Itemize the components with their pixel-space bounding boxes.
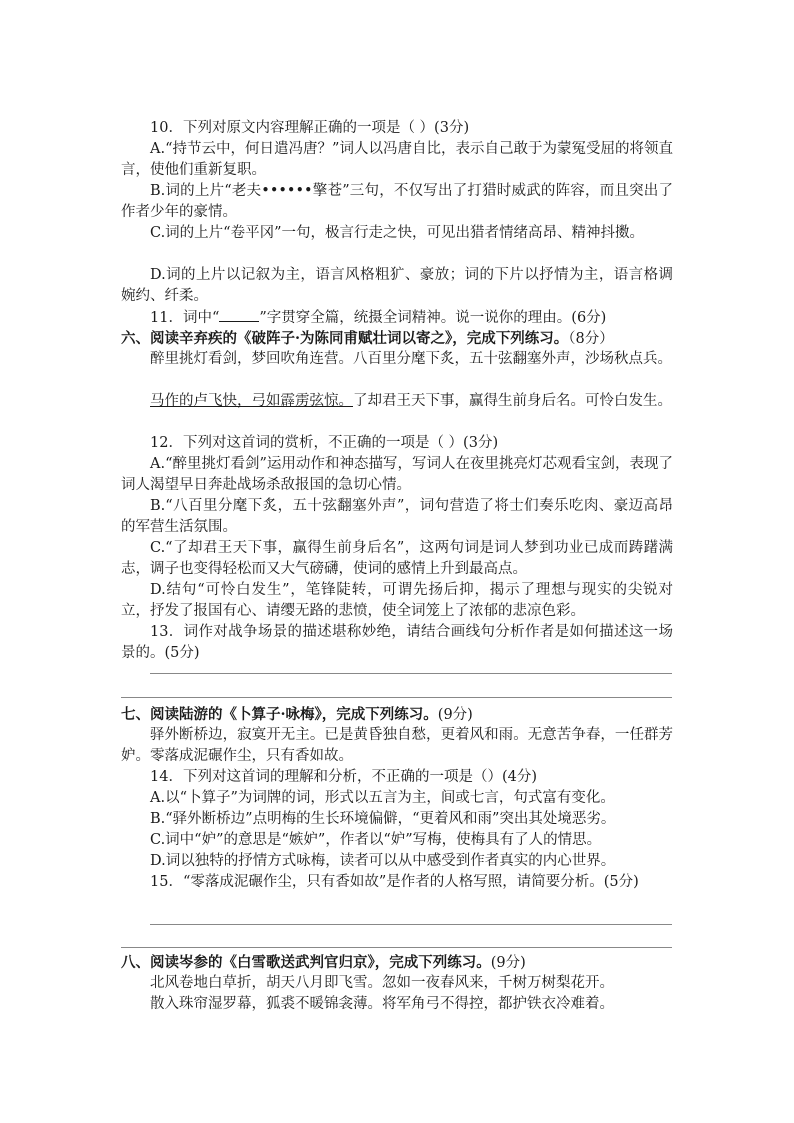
q11-blank[interactable] [219, 307, 259, 322]
q10-option-a: A.“持节云中，何日遣冯唐？”词人以冯唐自比，表示自己敢于为蒙冤受屈的将领直言，使他们重新复职。 [121, 141, 673, 178]
q10-option-d: D.词的上片以记叙为主，语言风格粗犷、豪放；词的下片以抒情为主，语言格调婉约、纤柔。 [121, 267, 673, 304]
section7-heading [121, 704, 673, 726]
poem-line-rest: 了却君王天下事，赢得生前身后名。可怜白发生。 [353, 393, 672, 409]
q15-answer-line-2[interactable] [121, 947, 672, 948]
section8-heading [121, 952, 673, 974]
q12-option-c: C.“了却君王天下事，赢得生前身后名”，这两句词是词人梦到功业已成而踌躇满志，调子也变得轻松而又大气磅礴，使词的感情上升到最高点。 [121, 540, 673, 577]
q13-answer-line-2[interactable] [121, 697, 672, 698]
q12-stem: 12．下列对这首词的赏析，不正确的一项是（ ）(3分) [150, 435, 499, 451]
q11-text-before: 11．词中“ [150, 310, 220, 326]
q14-option-a: A.以“卜算子”为词牌的词，形式以五言为主，间或七言，句式富有变化。 [150, 790, 615, 806]
q12-option-a: A.“醉里挑灯看剑”运用动作和神态描写，写词人在夜里挑亮灯芯观看宝剑，表现了词人渴望早日奔赴战场杀敌报国的急切心情。 [121, 456, 673, 493]
q14-stem: 14．下列对这首词的理解和分析，不正确的一项是（）(4分) [150, 769, 537, 785]
section6-title: 六、阅读辛弃疾的《破阵子·为陈同甫赋壮词以寄之》，完成下列练习。 [121, 330, 569, 347]
q10-stem: 10．下列对原文内容理解正确的一项是（ ）(3分) [150, 120, 470, 136]
q13-stem: 13．词作对战争场景的描述堪称妙绝，请结合画线句分析作者是如何描述这一场景的。(5分) [121, 624, 673, 661]
section8-poem-line2: 散入珠帘湿罗幕，狐裘不暖锦衾薄。将军角弓不得控，都护铁衣冷难着。 [150, 996, 614, 1012]
section6-poem-part1: 醉里挑灯看剑，梦回吹角连营。八百里分麾下炙，五十弦翻塞外声，沙场秋点兵。 [150, 351, 672, 367]
q15-stem: 15．“零落成泥碾作尘，只有香如故”是作者的人格写照，请简要分析。(5分) [150, 874, 639, 890]
section7-title: 七、阅读陆游的《卜算子·咏梅》，完成下列练习。 [121, 706, 438, 723]
q11-stem [121, 307, 673, 329]
q14-option-c: C.词中“妒”的意思是“嫉妒”，作者以“妒”写梅，使梅具有了人的情思。 [150, 832, 602, 848]
section7-score: (9分) [437, 707, 473, 723]
section8-title: 八、阅读岑参的《白雪歌送武判官归京》，完成下列练习。 [121, 954, 491, 971]
q10-option-c: C.词的上片“卷平冈”一句，极言行走之快，可见出猎者情绪高昂、精神抖擞。 [150, 225, 645, 241]
section6-score: （8分） [568, 331, 614, 347]
section6-heading [121, 328, 673, 350]
q11-text-after: ”字贯穿全篇，统摄全词精神。说一说你的理由。(6分) [259, 310, 607, 326]
section7-poem: 驿外断桥边，寂寞开无主。已是黄昏独自愁，更着风和雨。无意苦争春，一任群芳妒。零落成泥碾作尘，只有香如故。 [121, 727, 673, 764]
section6-poem-part2 [121, 391, 673, 412]
q12-option-d: D.结句“可怜白发生”，笔锋陡转，可谓先扬后抑，揭示了理想与现实的尖锐对立，抒发了报国有心、请缨无路的悲愤，使全词笼上了浓郁的悲凉色彩。 [121, 582, 673, 619]
q14-option-d: D.词以独特的抒情方式咏梅，读者可以从中感受到作者真实的内心世界。 [150, 853, 616, 869]
q14-option-b: B.“驿外断桥边”点明梅的生长环境偏僻，“更着风和雨”突出其处境恶劣。 [150, 811, 616, 827]
underlined-poem-line: 马作的卢飞快，弓如霹雳弦惊。 [150, 393, 353, 409]
q12-option-b: B.“八百里分麾下炙，五十弦翻塞外声”，词句营造了将士们奏乐吃肉、豪迈高昂的军营生活氛围。 [121, 498, 673, 535]
section8-score: (9分) [490, 955, 526, 971]
section8-poem-line1: 北风卷地白草折，胡天八月即飞雪。忽如一夜春风来，千树万树梨花开。 [150, 975, 614, 991]
q15-answer-line-1[interactable] [150, 924, 672, 925]
q10-option-b: B.词的上片“老夫••••••擎苍”三句，不仅写出了打猎时威武的阵容，而且突出了作者少年的豪情。 [121, 183, 673, 220]
q13-answer-line-1[interactable] [150, 673, 672, 674]
